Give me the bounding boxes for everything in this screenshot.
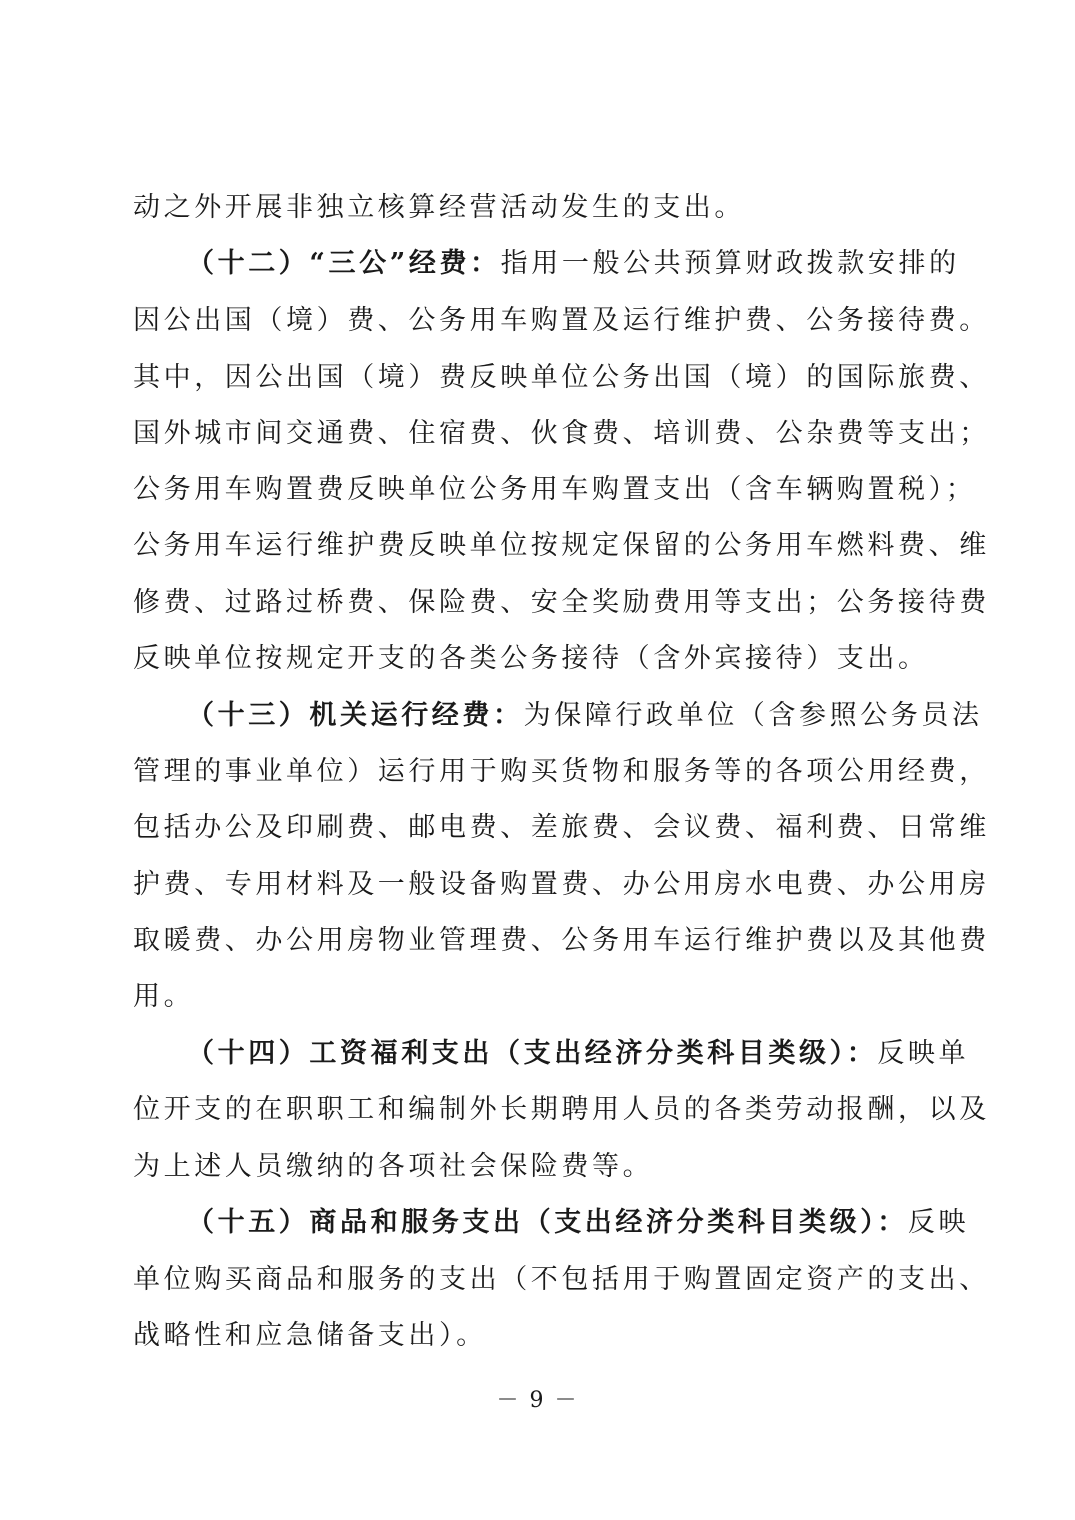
line-text: 国外城市间交通费、住宿费、伙食费、培训费、公杂费等支出； [133, 418, 990, 449]
line-text: 战略性和应急储备支出）。 [133, 1320, 487, 1351]
body-line [133, 1147, 945, 1187]
line-text: 用。 [133, 981, 195, 1012]
paragraph-heading-line [187, 1034, 970, 1074]
body-line [133, 1090, 990, 1130]
body-line [133, 1260, 990, 1300]
body-line [133, 414, 990, 454]
body-line [133, 301, 990, 341]
body-line [133, 188, 945, 228]
section-heading-operating-funds: （十三）机关运行经费： [187, 700, 524, 731]
body-line [133, 921, 990, 961]
paragraph-heading-line [187, 1203, 970, 1243]
line-text: 公务用车购置费反映单位公务用车购置支出（含车辆购置税）； [133, 474, 977, 505]
body-line [133, 358, 990, 398]
section-heading-goods-services: （十五）商品和服务支出（支出经济分类科目类级）： [187, 1207, 908, 1238]
line-text: 修费、过路过桥费、保险费、安全奖励费用等支出；公务接待费 [133, 587, 990, 618]
line-text: 反映单位按规定开支的各类公务接待（含外宾接待）支出。 [133, 643, 929, 674]
body-line [133, 526, 990, 566]
line-text: 其中，因公出国（境）费反映单位公务出国（境）的国际旅费、 [133, 362, 990, 393]
paragraph-heading-line [187, 244, 960, 284]
section-heading-wages: （十四）工资福利支出（支出经济分类科目类级）： [187, 1038, 878, 1069]
line-text: 动之外开展非独立核算经营活动发生的支出。 [133, 192, 745, 223]
line-text: 取暖费、办公用房物业管理费、公务用车运行维护费以及其他费 [133, 925, 990, 956]
body-line [133, 808, 990, 848]
line-text: 反映 [907, 1207, 970, 1238]
line-text: 单位购买商品和服务的支出（不包括用于购置固定资产的支出、 [133, 1264, 990, 1295]
line-text: 反映单 [877, 1038, 970, 1069]
body-line [133, 470, 977, 510]
line-text: 为上述人员缴纳的各项社会保险费等。 [133, 1151, 654, 1182]
section-heading-san-gong: （十二）“三公”经费： [187, 248, 501, 279]
line-text: 位开支的在职职工和编制外长期聘用人员的各类劳动报酬，以及 [133, 1094, 990, 1125]
line-text: 护费、专用材料及一般设备购置费、办公用房水电费、办公用房 [133, 869, 990, 900]
line-text: 为保障行政单位（含参照公务员法 [523, 700, 983, 731]
body-line [133, 752, 990, 792]
body-line [133, 583, 990, 623]
body-line [133, 1316, 945, 1356]
line-text: 包括办公及印刷费、邮电费、差旅费、会议费、福利费、日常维 [133, 812, 990, 843]
page-number: － 9 － [496, 1388, 579, 1413]
body-line [133, 977, 945, 1017]
line-text: 指用一般公共预算财政拨款安排的 [500, 248, 960, 279]
line-text: 管理的事业单位）运行用于购买货物和服务等的各项公用经费， [133, 756, 990, 787]
body-line [133, 639, 945, 679]
body-line [133, 865, 990, 905]
paragraph-heading-line [187, 696, 983, 736]
line-text: 因公出国（境）费、公务用车购置及运行维护费、公务接待费。 [133, 305, 990, 336]
line-text: 公务用车运行维护费反映单位按规定保留的公务用车燃料费、维 [133, 530, 990, 561]
